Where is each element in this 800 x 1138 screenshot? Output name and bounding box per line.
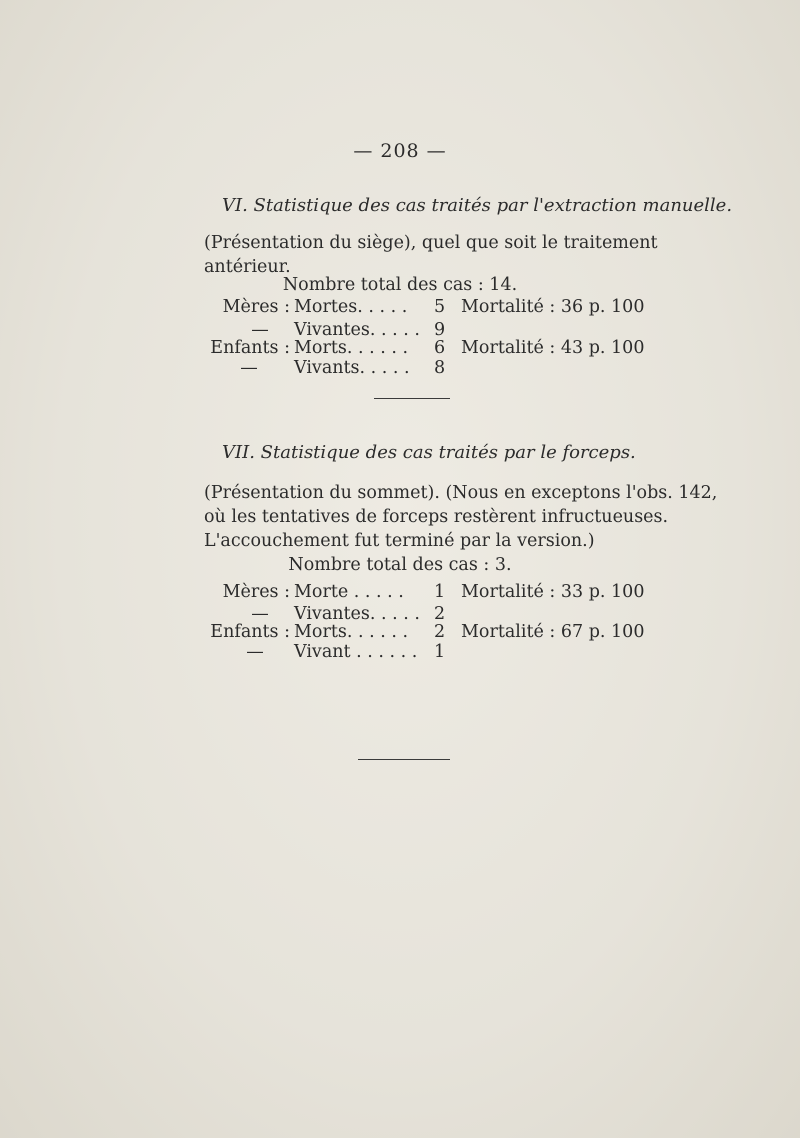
row-label: Morts. . . . . . — [294, 338, 409, 358]
section-6-intro-line-2: antérieur. — [204, 257, 291, 277]
section-7-intro-line-3: L'accouchement fut terminé par la version.) — [204, 531, 595, 551]
row-count: 1 — [434, 582, 446, 602]
page-number: — 208 — — [353, 140, 447, 162]
row-group: — — [251, 604, 269, 624]
row-group: — — [246, 642, 264, 662]
section-6-title: VI. Statistique des cas traités par l'extraction manuelle. — [222, 195, 733, 216]
row-rate: Mortalité : 43 p. 100 — [461, 338, 645, 358]
row-label: Vivantes. . . . . — [294, 604, 420, 624]
row-group: — — [251, 320, 269, 340]
section-6-total: Nombre total des cas : 14. — [282, 275, 518, 295]
row-rate: Mortalité : 33 p. 100 — [461, 582, 645, 602]
row-group: Enfants : — [210, 622, 290, 642]
row-count: 1 — [434, 642, 446, 662]
section-7-title: VII. Statistique des cas traités par le forceps. — [222, 442, 636, 463]
row-label: Vivant . . . . . . — [294, 642, 418, 662]
row-group: Enfants : — [210, 338, 290, 358]
row-count: 2 — [434, 604, 446, 624]
section-divider — [358, 759, 450, 760]
section-6-intro-line-1: (Présentation du siège), quel que soit le traitement — [204, 233, 658, 253]
row-count: 9 — [434, 320, 446, 340]
section-7-intro — [204, 481, 718, 553]
row-group: Mères : — [222, 582, 290, 602]
row-group: Mères : — [222, 297, 290, 317]
row-count: 6 — [434, 338, 446, 358]
section-divider — [374, 398, 450, 399]
row-label: Mortes. . . . . — [294, 297, 408, 317]
row-rate: Mortalité : 36 p. 100 — [461, 297, 645, 317]
section-7-intro-line-2: où les tentatives de forceps restèrent infructueuses. — [204, 507, 669, 527]
row-label: Morte . . . . . — [294, 582, 404, 602]
section-6-intro — [204, 231, 658, 279]
row-count: 5 — [434, 297, 446, 317]
row-group: — — [240, 358, 258, 378]
row-label: Morts. . . . . . — [294, 622, 409, 642]
row-count: 8 — [434, 358, 446, 378]
row-rate: Mortalité : 67 p. 100 — [461, 622, 645, 642]
row-count: 2 — [434, 622, 446, 642]
section-7-intro-line-1: (Présentation du sommet). (Nous en exceptons l'obs. 142, — [204, 483, 718, 503]
section-7-total: Nombre total des cas : 3. — [288, 555, 512, 575]
row-label: Vivantes. . . . . — [294, 320, 420, 340]
row-label: Vivants. . . . . — [294, 358, 410, 378]
